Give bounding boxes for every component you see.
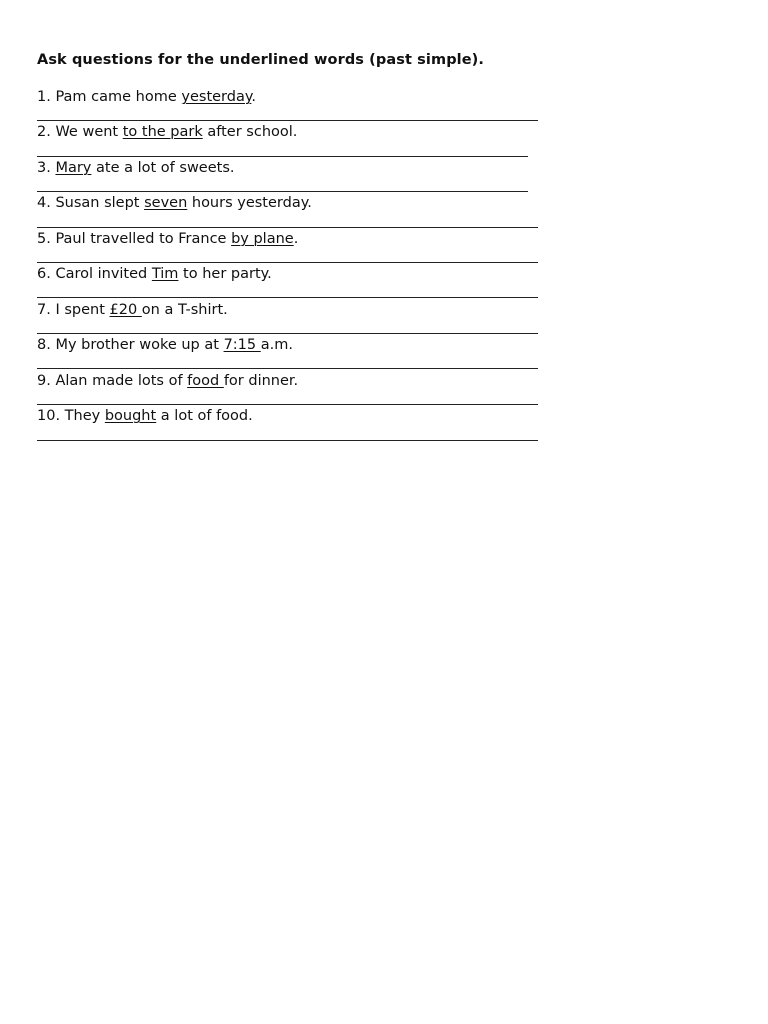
underlined-word: food: [187, 373, 224, 389]
answer-line-1[interactable]: [37, 120, 538, 121]
answer-line-3[interactable]: [37, 191, 528, 192]
underlined-word: by plane: [231, 231, 294, 247]
item-text-post: on a T-shirt.: [141, 302, 228, 318]
question-item-5: [37, 230, 298, 248]
underlined-word: £20: [109, 302, 142, 318]
underlined-word: Tim: [151, 266, 179, 282]
item-text-pre: 9. Alan made lots of: [37, 373, 188, 389]
item-text-post: .: [293, 231, 299, 247]
item-text-pre: 6. Carol invited: [37, 266, 152, 282]
answer-line-7[interactable]: [37, 333, 538, 334]
answer-line-6[interactable]: [37, 297, 538, 298]
underlined-word: to the park: [122, 124, 203, 140]
item-text-post: ate a lot of sweets.: [91, 160, 235, 176]
answer-line-2[interactable]: [37, 156, 528, 157]
underlined-word: seven: [144, 195, 188, 211]
question-item-10: [37, 407, 253, 425]
item-text-post: after school.: [202, 124, 298, 140]
item-text-post: a.m.: [260, 337, 293, 353]
item-text-post: for dinner.: [223, 373, 299, 389]
answer-line-4[interactable]: [37, 227, 538, 228]
item-text-post: a lot of food.: [156, 408, 253, 424]
underlined-word: Mary: [55, 160, 92, 176]
worksheet-title: Ask questions for the underlined words (past simple).: [37, 52, 485, 68]
answer-line-10[interactable]: [37, 440, 538, 441]
item-text-pre: 4. Susan slept: [37, 195, 145, 211]
item-text-pre: 8. My brother woke up at: [37, 337, 224, 353]
item-text-pre: 2. We went: [37, 124, 123, 140]
item-text-pre: 7. I spent: [37, 302, 110, 318]
item-text-pre: 3.: [37, 160, 56, 176]
answer-line-9[interactable]: [37, 404, 538, 405]
answer-line-8[interactable]: [37, 368, 538, 369]
item-text-post: .: [251, 89, 256, 105]
underlined-word: yesterday: [181, 89, 252, 105]
item-text-pre: 1. Pam came home: [37, 89, 182, 105]
question-item-8: [37, 336, 293, 354]
underlined-word: bought: [104, 408, 157, 424]
question-item-9: [37, 372, 298, 390]
question-item-3: [37, 159, 235, 177]
question-item-6: [37, 265, 272, 283]
item-text-pre: 10. They: [37, 408, 105, 424]
answer-line-5[interactable]: [37, 262, 538, 263]
item-text-post: to her party.: [178, 266, 272, 282]
question-item-7: [37, 301, 228, 319]
question-item-2: [37, 123, 297, 141]
question-item-1: [37, 88, 256, 106]
question-item-4: [37, 194, 312, 212]
underlined-word: 7:15: [223, 337, 261, 353]
item-text-post: hours yesterday.: [187, 195, 312, 211]
item-text-pre: 5. Paul travelled to France: [37, 231, 232, 247]
